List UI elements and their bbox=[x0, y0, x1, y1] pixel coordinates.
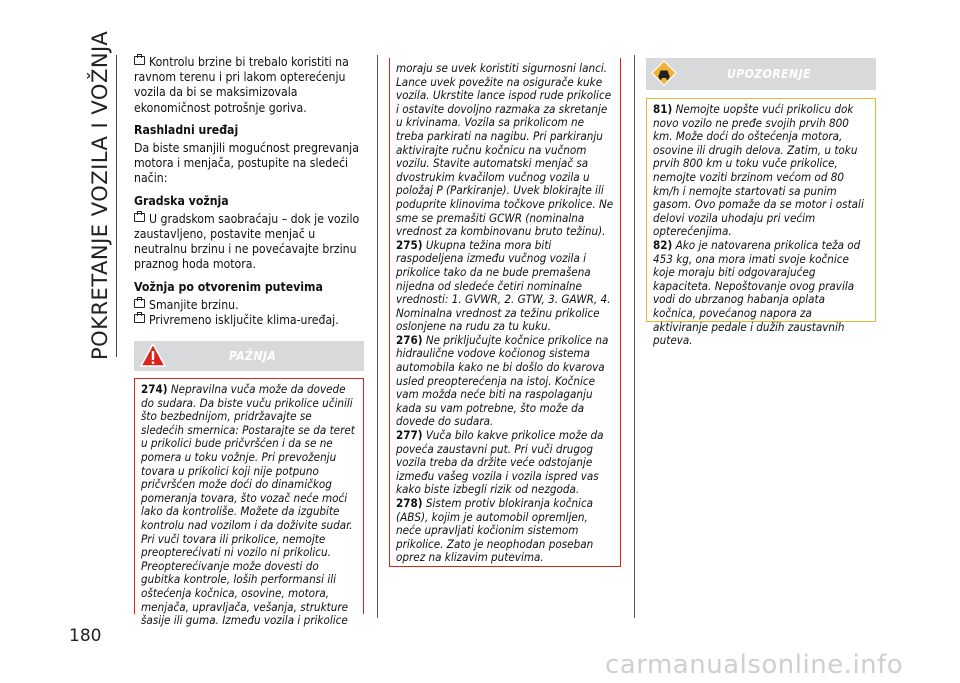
warning-276: 276) Ne priključujte kočnice prikolice na hidraulične vodove kočionog sistema automobila kako ne bi došlo do kvarova usled preopterećenja na istoj. Kočnice vam možda neće biti na raspolaganju kada su vam potrebne, što može da dovede do sudara. bbox=[396, 332, 609, 429]
car-hazard-icon bbox=[651, 60, 677, 86]
warning-277: 277) Vuča bilo kakve prikolice može da poveća zaustavni put. Pri vuči drugog vozila treba da držite veće odstojanje između vašeg vozila i vozila ispred vas kako biste izbegli rizik od nezgoda. bbox=[396, 428, 604, 497]
warning-title: PAŽNJA bbox=[229, 349, 277, 363]
city-paragraph: U gradskom saobraćaju – dok je vozilo zaustavljeno, postavite menjač u neutralnu brzinu i ne povećavajte brzinu praznog hoda motora. bbox=[134, 211, 360, 272]
caution-title: UPOZORENJE bbox=[727, 67, 811, 81]
cooling-paragraph: Da biste smanjili mogućnost pregrevanja motora i menjača, postupite na sledeći način: bbox=[134, 141, 359, 186]
heading-cooling: Rashladni uređaj bbox=[134, 122, 239, 137]
warning-275: 275) Ukupna težina mora biti raspodeljena između vučnog vozila i prikolice tako da ne bude premašena nijedna od sledeće četiri nominalne vrednosti: 1. GVWR, 2. GTW, 3. GAWR, 4. Nominalna vrednost za težinu prikolice oslonjene na rudu za tu kuku. bbox=[396, 237, 611, 334]
warning-274-continued: moraju se uvek koristiti sigurnosni lanci. Lance uvek povežite na osigurače kuke vozila. Ukrstite lance ispod rude prikolice i ostavite dovoljno razmaka za skretanje u krivinama. Vozila sa prikolicom ne treba parkirati na nagibu. Pri parkiranju aktivirajte ručnu kočnicu na vučnom vozilu. Stavite automatski menjač sa dvostrukim kvačilom vučnog vozila u položaj P (Parkiranje). Uvek blokirajte ili poduprite klinovima točkove prikolice. Ne sme se premašiti GCWR (nominalna vrednost za kombinovanu bruto težinu). bbox=[396, 61, 614, 239]
warning-278: 278) Sistem protiv blokiranja kočnica (ABS), kojim je automobil opremljen, neće upravljati kočionim sistemom prikolice. Zato je neophodan poseban oprez na klizavim putevima. bbox=[396, 496, 594, 565]
heading-city-driving: Gradska vožnja bbox=[134, 193, 229, 208]
bullet-icon bbox=[134, 314, 145, 323]
warning-274: 274) Nepravilna vuča može da dovede do sudara. Da biste vuču prikolice učinili što bezbednijom, pridržavajte se sledećih smernica: Postarajte se da teret u prikolici bude pričvršćen i da se ne pomera u toku vožnje. Pri prevoženju tovara u prikolici koji nije potpuno pričvršćen može doći do dinamičkog pomeranja tovara, što vozač neće moći lako da kontroliše. Možete da izgubite kontrolu nad vozilom i da doživite sudar. Pri vuči tovara ili prikolice, nemojte preopterećivati ni vozilo ni prikolicu. Preopterećivanje može dovesti do gubitka kontrole, loših performansi ili oštećenja kočnica, osovine, motora, menjača, upravljača, vešanja, strukture šasije ili guma. Između vozila i prikolice bbox=[141, 382, 355, 628]
bullet-icon bbox=[134, 213, 145, 222]
column-divider-2 bbox=[634, 55, 635, 618]
caution-82: 82) Ako je natovarena prikolica teža od 453 kg, ona mora imati svoje kočnice koje moraju biti odgovarajućeg kapaciteta. Nepoštovanje ovog pravila vodi do ubrzanog habanja oplata kočnica, povećanog napora za aktiviranje pedale i dužih zaustavnih puteva. bbox=[653, 237, 861, 348]
bullet-item: Smanjite brzinu. bbox=[134, 298, 366, 313]
warning-triangle-icon bbox=[140, 343, 166, 367]
column-divider-1 bbox=[377, 55, 378, 618]
bullet-icon bbox=[134, 56, 145, 65]
watermark: carmanualsonline.info bbox=[605, 650, 904, 680]
intro-paragraph: Kontrolu brzine bi trebalo koristiti na ravnom terenu i pri lakom opterećenju vozila da bi se maksimizovala ekonomičnost potrošnje goriva. bbox=[134, 55, 349, 115]
caution-box bbox=[646, 98, 876, 348]
page-number: 180 bbox=[69, 626, 102, 646]
caution-81: 81) Nemojte uopšte vući prikolicu dok novo vozilo ne pređe svojih prvih 800 km. Može doći do oštećenja motora, osovine ili drugih delova. Zatim, u toku prvih 800 km u toku vuče prikolice, nemojte voziti brzinom većom od 80 km/h i nemojte startovati sa punim gasom. Ovo pomaže da se motor i ostali delovi vozila uhodaju pri većim opterećenjima. bbox=[653, 102, 864, 239]
chapter-rule bbox=[116, 55, 117, 357]
column-1 bbox=[134, 55, 366, 328]
bullet-item: Privremeno isključite klima-uređaj. bbox=[134, 313, 366, 328]
heading-open-road: Vožnja po otvorenim putevima bbox=[134, 279, 323, 294]
chapter-title: POKRETANJE VOZILA I VOŽNJA bbox=[88, 30, 112, 360]
warning-box bbox=[134, 378, 364, 628]
warning-box-continued bbox=[389, 58, 621, 567]
bullet-icon bbox=[134, 299, 145, 308]
